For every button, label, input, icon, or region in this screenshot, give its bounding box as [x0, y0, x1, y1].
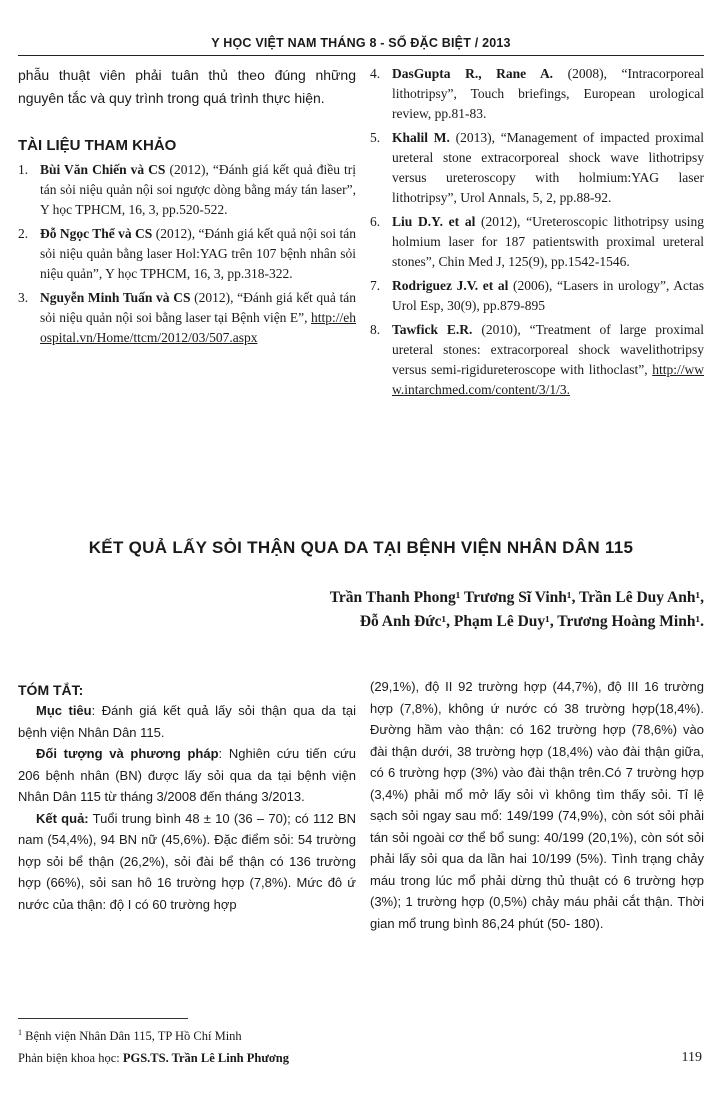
footnote-affiliation [18, 1022, 418, 1047]
reference-item [370, 212, 704, 272]
reference-author: Rodriguez J.V. et al [392, 278, 509, 293]
abstract-heading: TÓM TẮT: [18, 682, 84, 698]
authors-line-2: Đỗ Anh Đức¹, Phạm Lê Duy¹, Trương Hoàng Minh¹. [359, 613, 704, 630]
affiliation-text: Bệnh viện Nhân Dân 115, TP Hồ Chí Minh [25, 1029, 242, 1044]
reference-author: DasGupta R., Rane A. [392, 66, 554, 81]
reference-item [18, 160, 356, 220]
footnote-reviewer [18, 1047, 418, 1069]
reference-author: Đỗ Ngọc Thể và CS [40, 226, 153, 241]
page-number: 119 [681, 1050, 702, 1065]
reference-text: (2012), “Đánh giá kết quả điều trị tán sỏi niệu quản nội soi ngược dòng bằng máy tán laser”, Y học TPHCM, 16, 3, pp.520-522. [40, 162, 356, 217]
reference-text: (2010), “Treatment of large proximal ureteral stones: extracorporeal shock wavelithotripsy versus semi-rigidureteroscope with lithoclast”, [392, 322, 705, 377]
reference-author: Nguyễn Minh Tuấn và CS [40, 290, 191, 305]
left-column [18, 64, 356, 352]
reference-link[interactable]: http://ehospital.vn/Home/ttcm/2012/03/507.aspx [40, 310, 356, 345]
reference-number: 5. [370, 130, 381, 145]
reviewer-label: Phản biện khoa học: [18, 1051, 123, 1066]
references-list-left [18, 160, 356, 348]
reference-number: 8. [370, 322, 381, 337]
objective-text: : Đánh giá kết quả lấy sỏi thận qua da tại bệnh viện Nhân Dân 115. [18, 703, 356, 740]
reference-item [370, 64, 704, 124]
reference-number: 1. [18, 162, 29, 177]
references-heading: TÀI LIỆU THAM KHẢO [18, 137, 177, 154]
reference-text: (2012), “Đánh giá kết quả nội soi tán sỏi niệu quản bằng laser Hol:YAG trên 107 bệnh nhân sỏi niệu quản”, Y học TPHCM, 16, 3, pp.318-322. [40, 226, 356, 281]
reference-text: (2012), “Ureteroscopic lithotripsy using holmium laser for 187 patientswith proximal ureteral stones”, Chin Med J, 125(9), pp.1542-1546. [392, 214, 704, 269]
reference-item [370, 276, 704, 316]
reference-link[interactable]: http://www.intarchmed.com/content/3/1/3. [392, 362, 704, 397]
reference-author: Khalil M. [392, 130, 450, 145]
results-text: Tuổi trung bình 48 ± 10 (36 – 70); có 112 BN nam (54,4%), 94 BN nữ (45,6%). Đặc điểm sỏi: 54 trường hợp sỏi bể thận (26,2%), sỏi đài bể thận có 136 trường hợp (66%), sỏi san hô 16 trường hợp (7,8%). Mức đô ứ nước của thận: độ I có 60 trường hợp [18, 810, 357, 912]
abstract-methods [18, 743, 356, 808]
reference-number: 2. [18, 226, 29, 241]
methods-label: Đối tượng và phương pháp [36, 746, 219, 761]
abstract-results [18, 808, 356, 916]
intro-paragraph: phẫu thuật viên phải tuân thủ theo đúng những nguyên tắc và quy trình trong quá trình thực hiện. [18, 67, 356, 106]
authors-block [184, 586, 704, 634]
reference-text: (2006), “Lasers in urology”, Actas Urol Esp, 30(9), pp.879-895 [392, 278, 704, 313]
reference-author: Bùi Văn Chiến và CS [40, 162, 166, 177]
reference-number: 7. [370, 278, 381, 293]
reference-number: 4. [370, 66, 381, 81]
article-title: KẾT QUẢ LẤY SỎI THẬN QUA DA TẠI BỆNH VIỆN NHÂN DÂN 115 [88, 538, 634, 557]
footnote-rule [18, 1018, 188, 1019]
results-label: Kết quả: [36, 810, 89, 826]
reference-author: Liu D.Y. et al [392, 214, 476, 229]
reference-item [18, 288, 356, 348]
references-list-right [370, 64, 704, 400]
reference-item [370, 320, 704, 400]
reference-number: 3. [18, 290, 29, 305]
authors-line-1: Trần Thanh Phong¹ Trương Sĩ Vinh¹, Trần Lê Duy Anh¹, [329, 589, 704, 606]
reference-text: (2013), “Management of impacted proximal ureteral stone extracorporeal shock wave lithotripsy versus ureteroscopy with holmium:YAG laser lithotripsy”, Urol Annals, 5, 2, pp.88-92. [392, 130, 704, 205]
footnote-mark: 1 [18, 1028, 22, 1037]
reference-item [370, 128, 704, 208]
abstract-results-continued: (29,1%), độ II 92 trường hợp (44,7%), độ III 16 trường hợp (7,8%), không ứ nước có 38 trường hợp(18,4%). Đường hầm vào thận: có 162 trường hợp (78,6%) vào đài thận dưới, 38 trường hợp (18,4%) vào đài thận giữa, có 6 trường hợp (3%) vào đài thận trên.Có 7 trường hợp (3,4%) phải mổ mở lấy sỏi vì không tìm thấy sỏi. Tỉ lệ sạch sỏi ngay sau mổ: 149/199 (74,9%), còn sót sỏi phải tán sỏi ngoài cơ thể bổ sung: 40/199 (20,1%), còn sót sỏi phải lấy sỏi qua da lần hai 10/199 (5%). Tình trạng chảy máu trong lúc mổ phải dừng thủ thuật có 6 trường hợp (3%); 1 trường hợp (0,5%) chảy máu phải cắt thận. Thời gian mổ trung bình 86,24 phút (50- 180). [370, 679, 704, 931]
footnotes [18, 1022, 418, 1069]
reference-item [18, 224, 356, 284]
header-rule [18, 55, 704, 56]
reference-text: (2008), “Intracorporeal lithotripsy”, Touch briefings, European urological review, pp.81-83. [392, 66, 704, 121]
abstract-right-column [370, 676, 704, 934]
right-column [370, 64, 704, 404]
methods-text: : Nghiên cứu tiến cứu 206 bệnh nhân (BN) được lấy sỏi qua da tại bệnh viện Nhân Dân 115 từ tháng 3/2008 đến tháng 3/2013. [18, 746, 356, 804]
objective-label: Mục tiêu [36, 703, 92, 718]
abstract-objective [18, 700, 356, 743]
reference-text: (2012), “Đánh giá kết quả tán sỏi niệu quản nội soi bằng laser tại Bệnh viện E”, [40, 290, 357, 325]
reference-number: 6. [370, 214, 381, 229]
running-header: Y HỌC VIỆT NAM THÁNG 8 - SỐ ĐẶC BIỆT / 2013 [211, 36, 511, 50]
reference-author: Tawfick E.R. [392, 322, 473, 337]
abstract-left-column [18, 676, 356, 915]
reviewer-name: PGS.TS. Trần Lê Linh Phương [122, 1051, 289, 1066]
